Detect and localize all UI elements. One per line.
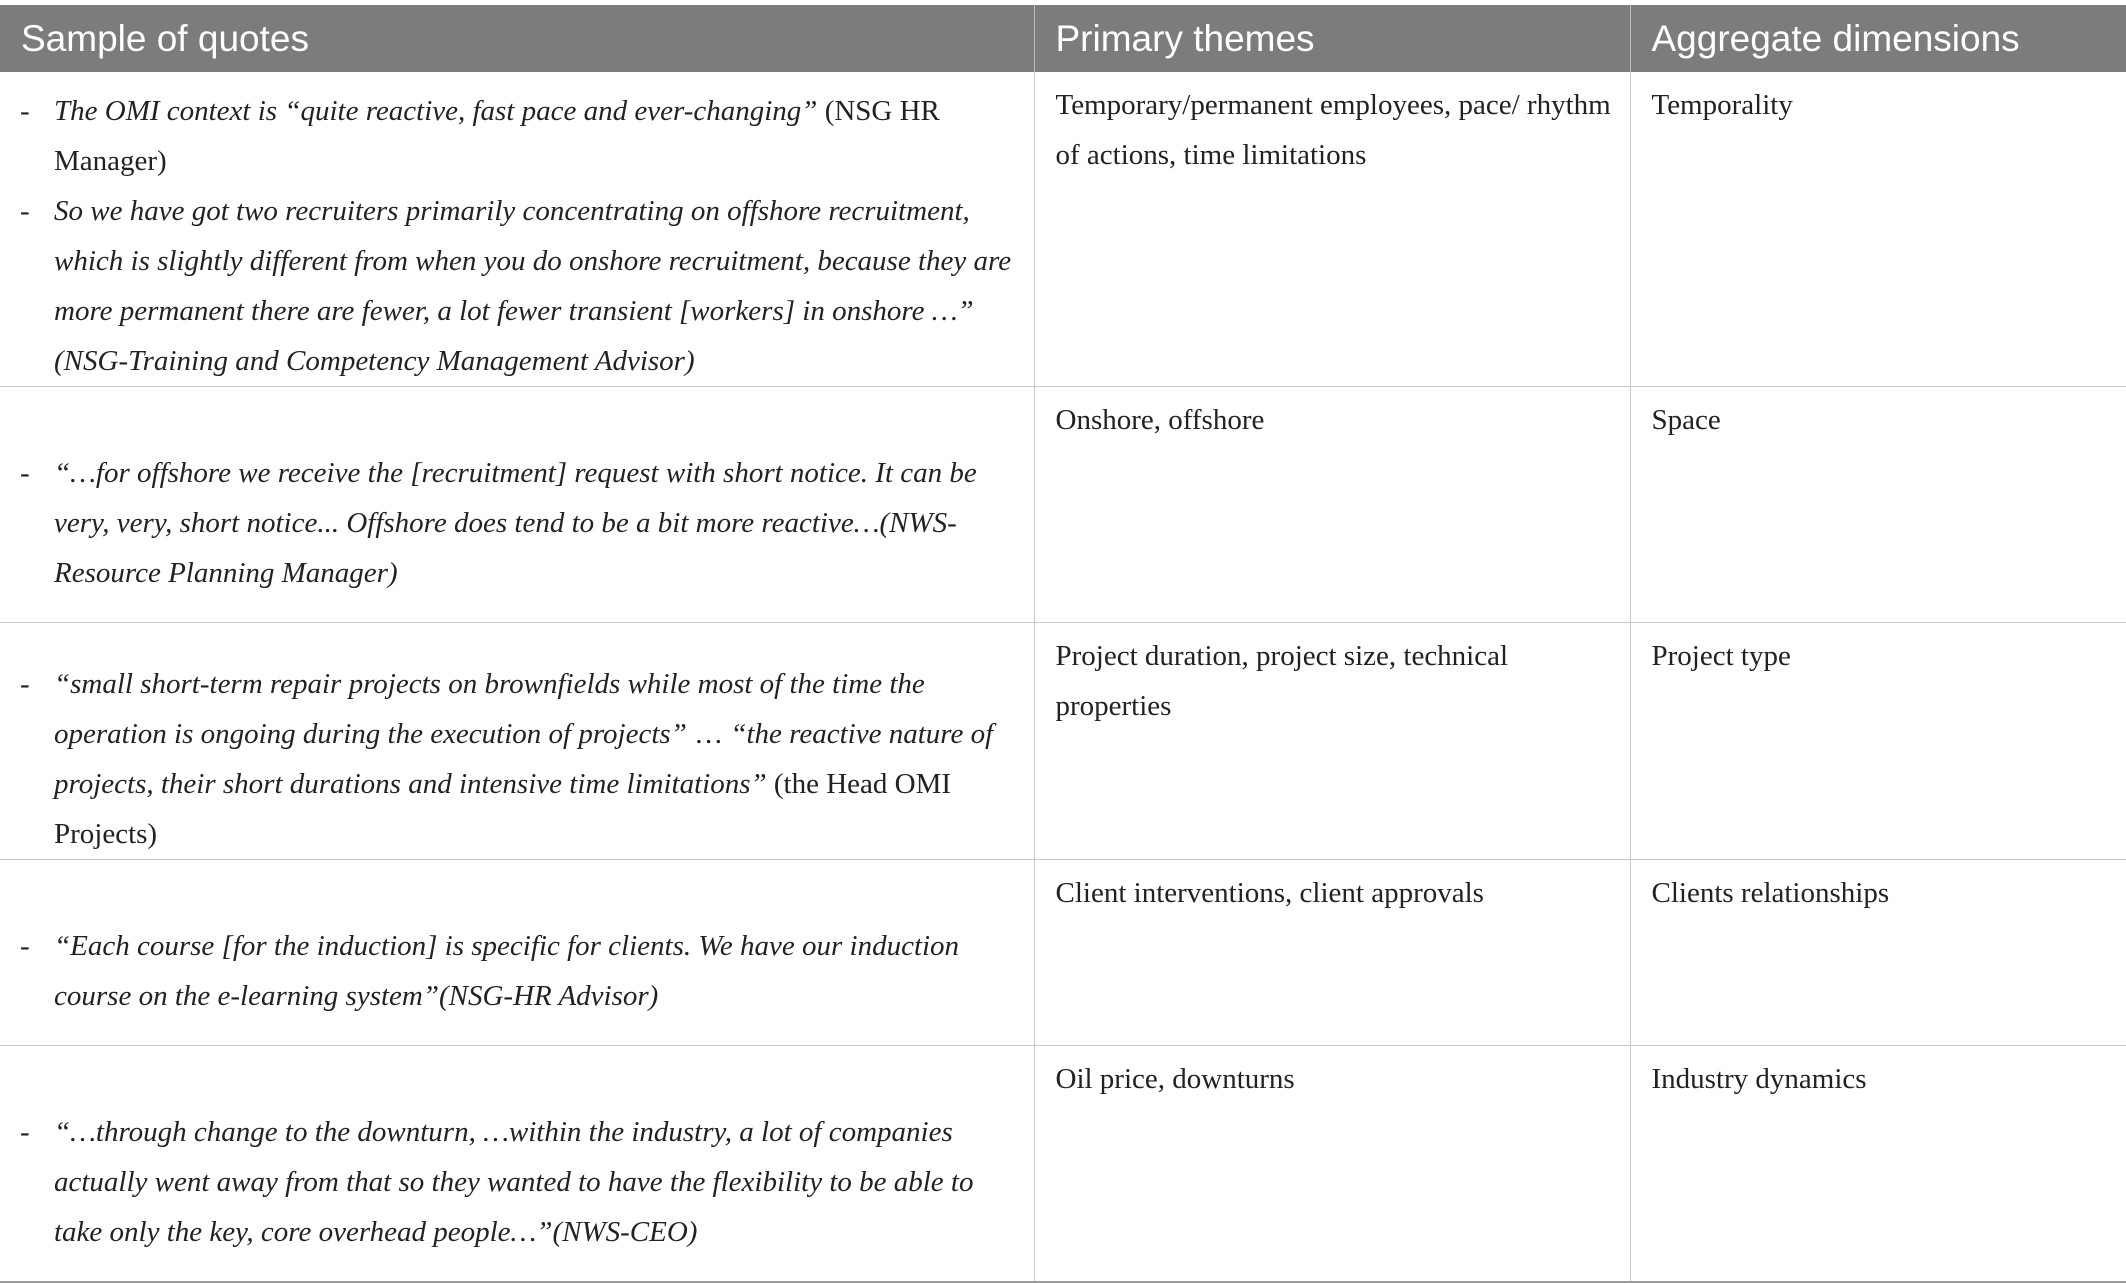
quote-list bbox=[0, 1107, 1018, 1257]
quote-list bbox=[0, 659, 1018, 859]
quote-attribution: (NSG HR Manager) bbox=[54, 95, 940, 177]
quote-item bbox=[0, 659, 1018, 859]
quote-attribution: (the Head OMI Projects) bbox=[54, 768, 952, 850]
quotes-cell bbox=[0, 860, 1034, 1046]
quotes-cell bbox=[0, 387, 1034, 623]
aggregate-dimension-cell: Space bbox=[1630, 387, 2126, 623]
quote-item bbox=[0, 921, 1018, 1021]
table-row bbox=[0, 623, 2126, 860]
quote-text: The OMI context is “quite reactive, fast pace and ever-changing” bbox=[54, 95, 818, 127]
aggregate-dimension-cell: Temporality bbox=[1630, 72, 2126, 387]
header-primary-themes: Primary themes bbox=[1034, 5, 1630, 72]
quote-item bbox=[0, 1107, 1018, 1257]
header-aggregate-dimensions: Aggregate dimensions bbox=[1630, 5, 2126, 72]
quote-item bbox=[0, 448, 1018, 598]
table-row bbox=[0, 1046, 2126, 1283]
aggregate-dimension-cell: Project type bbox=[1630, 623, 2126, 860]
table-row bbox=[0, 860, 2126, 1046]
primary-themes-cell: Onshore, offshore bbox=[1034, 387, 1630, 623]
list-dash: - bbox=[20, 95, 30, 127]
list-dash: - bbox=[20, 668, 30, 700]
primary-themes-cell: Project duration, project size, technical properties bbox=[1034, 623, 1630, 860]
table-header-row bbox=[0, 5, 2126, 72]
quotes-cell bbox=[0, 623, 1034, 860]
list-dash: - bbox=[20, 1115, 30, 1148]
quote-item bbox=[0, 186, 1018, 386]
quote-list bbox=[0, 448, 1018, 598]
quote-text: “…for offshore we receive the [recruitment] request with short notice. It can be very, very, short notice... Offshore does tend to be a bit more reactive…(NWS-Resource Planning Manager) bbox=[54, 456, 977, 589]
quote-text: “…through change to the downturn, …within the industry, a lot of companies actually went away from that so they wanted to have the flexibility to be able to take only the key, core overhead people…”(NWS-CEO) bbox=[54, 1115, 974, 1248]
primary-themes-cell: Oil price, downturns bbox=[1034, 1046, 1630, 1283]
quote-separator: … bbox=[686, 718, 731, 750]
quote-text: “the reactive nature of projects, their short durations and intensive time limitations” bbox=[54, 718, 994, 800]
quote-text: So we have got two recruiters primarily concentrating on offshore recruitment, which is slightly different from when you do onshore recruitment, because they are more permanent there are fewer, a lot fewer transient [workers] in onshore …” (NSG-Training and Competency Management Advisor) bbox=[54, 195, 1012, 377]
quote-text: “Each course [for the induction] is specific for clients. We have our induction course on the e-learning system”(NSG-HR Advisor) bbox=[54, 929, 960, 1012]
primary-themes-cell: Temporary/permanent employees, pace/ rhythm of actions, time limitations bbox=[1034, 72, 1630, 387]
table-row bbox=[0, 72, 2126, 387]
quote-text: “small short-term repair projects on brownfields while most of the time the operation is ongoing during the execution of projects” bbox=[54, 668, 925, 750]
list-dash: - bbox=[20, 456, 30, 489]
themes-table bbox=[0, 5, 2126, 1283]
quote-list bbox=[0, 86, 1018, 386]
list-dash: - bbox=[20, 195, 30, 227]
header-sample-of-quotes: Sample of quotes bbox=[0, 5, 1034, 72]
table-row bbox=[0, 387, 2126, 623]
aggregate-dimension-cell: Industry dynamics bbox=[1630, 1046, 2126, 1283]
list-dash: - bbox=[20, 929, 30, 962]
quotes-cell bbox=[0, 72, 1034, 387]
quote-item bbox=[0, 86, 1018, 186]
primary-themes-cell: Client interventions, client approvals bbox=[1034, 860, 1630, 1046]
quotes-cell bbox=[0, 1046, 1034, 1283]
themes-table-container bbox=[0, 5, 2126, 1283]
quote-list bbox=[0, 921, 1018, 1021]
aggregate-dimension-cell: Clients relationships bbox=[1630, 860, 2126, 1046]
